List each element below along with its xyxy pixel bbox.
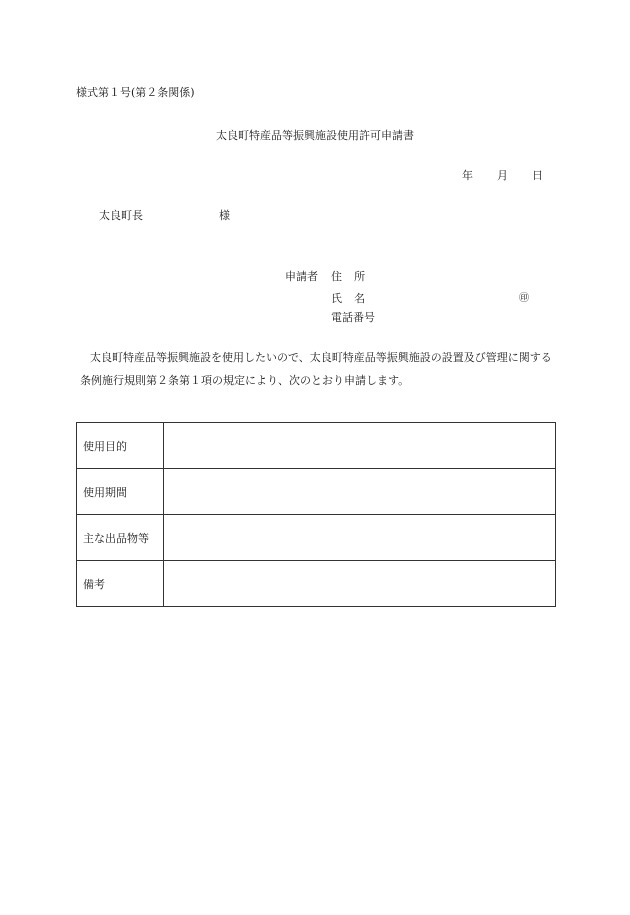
applicant-label: 申請者 — [285, 270, 318, 283]
application-table — [76, 422, 556, 607]
address-label: 住所 — [331, 270, 378, 283]
name-label: 氏名 — [331, 292, 378, 305]
table-row — [77, 561, 556, 607]
date-year-label: 年 — [462, 169, 473, 182]
addressee-honorific: 様 — [219, 209, 230, 222]
row-label: 使用期間 — [77, 469, 164, 515]
addressee-name: 太良町長 — [99, 209, 143, 222]
phone-label: 電話番号 — [331, 311, 375, 324]
table-row — [77, 469, 556, 515]
application-statement: 太良町特産品等振興施設を使用したいので、太良町特産品等振興施設の設置及び管理に関する条例施行規則第２条第１項の規定により、次のとおり申請します。 — [80, 351, 552, 387]
row-label: 主な出品物等 — [77, 515, 164, 561]
row-label: 備考 — [77, 561, 164, 607]
table-row — [77, 423, 556, 469]
date-day-label: 日 — [532, 169, 543, 182]
row-value-field[interactable] — [164, 469, 556, 515]
date-month-label: 月 — [497, 169, 508, 182]
row-value-field[interactable] — [164, 423, 556, 469]
row-value-field[interactable] — [164, 515, 556, 561]
row-label: 使用目的 — [77, 423, 164, 469]
row-value-field[interactable] — [164, 561, 556, 607]
form-number: 様式第１号(第２条関係) — [76, 86, 195, 99]
document-title: 太良町特産品等振興施設使用許可申請書 — [216, 129, 414, 142]
seal-mark: ㊞ — [519, 293, 529, 304]
table-row — [77, 515, 556, 561]
